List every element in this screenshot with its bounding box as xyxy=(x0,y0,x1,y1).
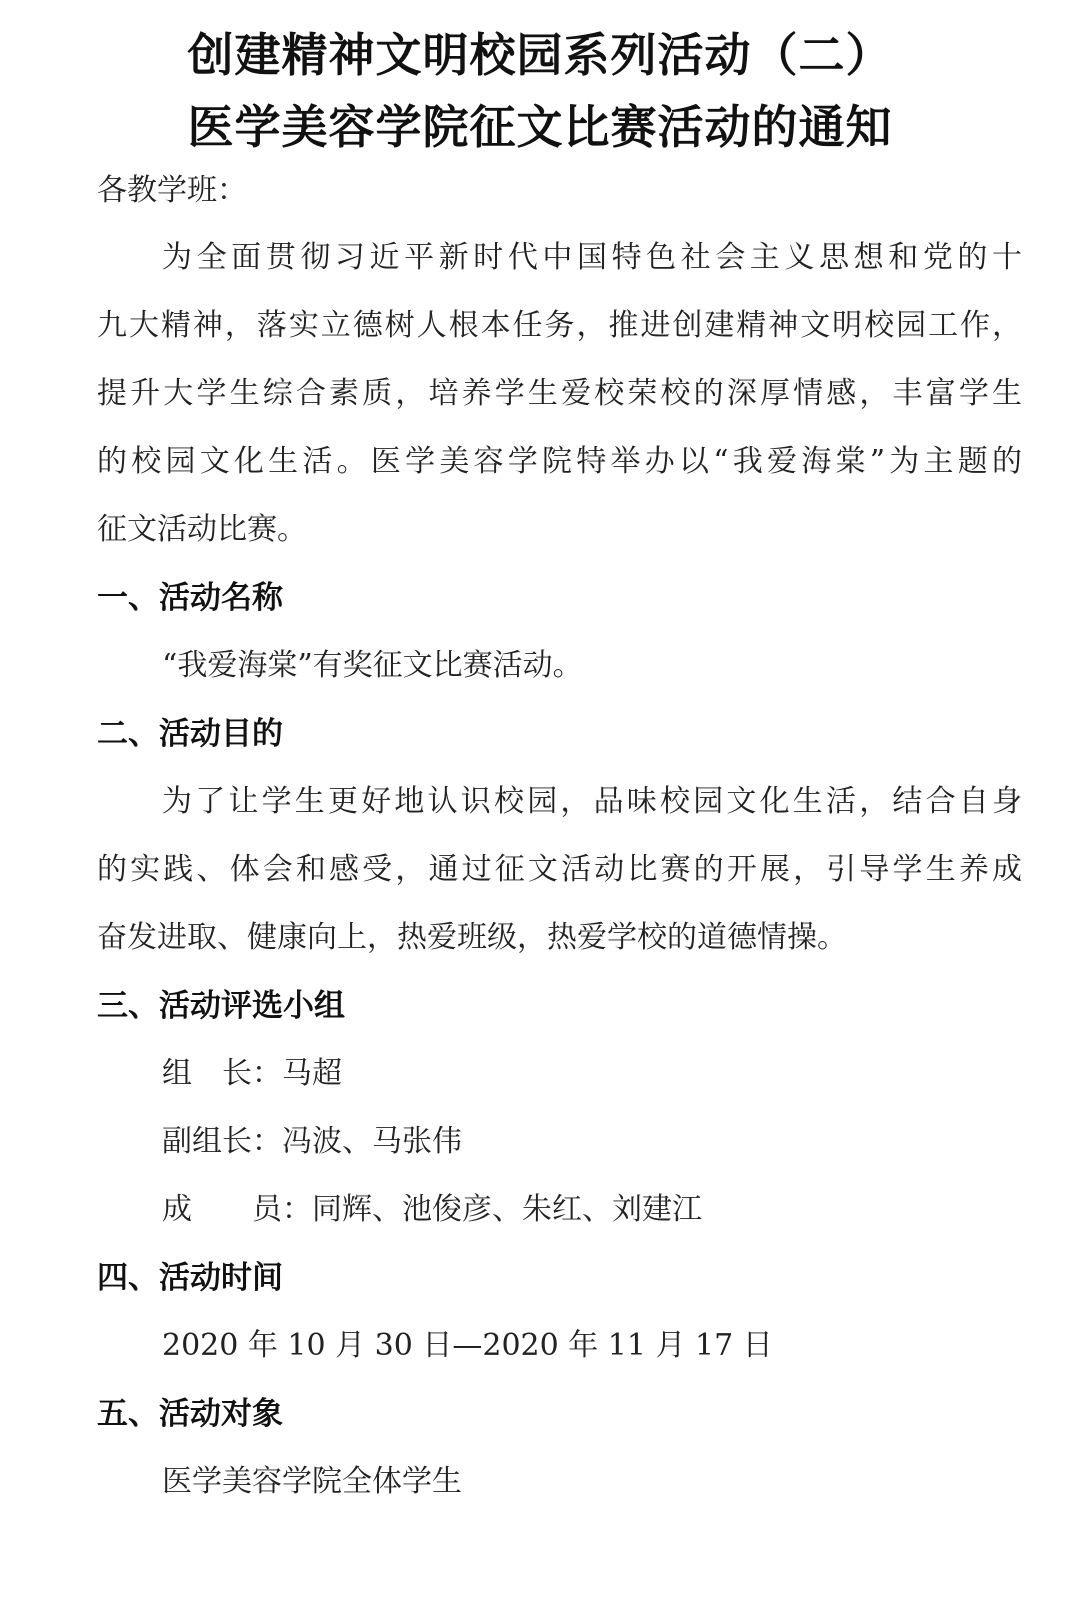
target-audience: 医学美容学院全体学生 xyxy=(162,1464,462,1499)
intro-line-5: 征文活动比赛。 xyxy=(97,512,307,547)
committee-deputy: 副组长：冯波、马张伟 xyxy=(162,1124,462,1159)
intro-line-3: 提升大学生综合素质，培养学生爱校荣校的深厚情感，丰富学生 xyxy=(97,376,1022,411)
salutation: 各教学班： xyxy=(97,173,247,208)
intro-line-2: 九大精神，落实立德树人根本任务，推进创建精神文明校园工作， xyxy=(97,308,1022,343)
intro-line-1: 为全面贯彻习近平新时代中国特色社会主义思想和党的十 xyxy=(162,240,1022,275)
intro-line-4: 的校园文化生活。医学美容学院特举办以“我爱海棠”为主题的 xyxy=(97,444,1022,479)
section-2-heading: 二、活动目的 xyxy=(97,716,283,752)
section-5-heading: 五、活动对象 xyxy=(97,1396,283,1432)
event-period: 2020 年 10 月 30 日—2020 年 11 月 17 日 xyxy=(162,1328,773,1363)
committee-leader: 组 长：马超 xyxy=(162,1056,342,1091)
section-1-content: “我爱海棠”有奖征文比赛活动。 xyxy=(162,648,583,683)
section-1-heading: 一、活动名称 xyxy=(97,580,283,616)
section-2-line-1: 为了让学生更好地认识校园，品味校园文化生活，结合自身 xyxy=(162,784,1022,819)
section-2-line-3: 奋发进取、健康向上，热爱班级，热爱学校的道德情操。 xyxy=(97,920,847,955)
document-title-line-2: 医学美容学院征文比赛活动的通知 xyxy=(187,100,893,154)
document-title-line-1: 创建精神文明校园系列活动（二） xyxy=(187,28,893,82)
section-4-heading: 四、活动时间 xyxy=(97,1260,283,1296)
section-2-line-2: 的实践、体会和感受，通过征文活动比赛的开展，引导学生养成 xyxy=(97,852,1022,887)
section-3-heading: 三、活动评选小组 xyxy=(97,988,345,1024)
committee-members: 成 员：同辉、池俊彦、朱红、刘建江 xyxy=(162,1192,702,1227)
